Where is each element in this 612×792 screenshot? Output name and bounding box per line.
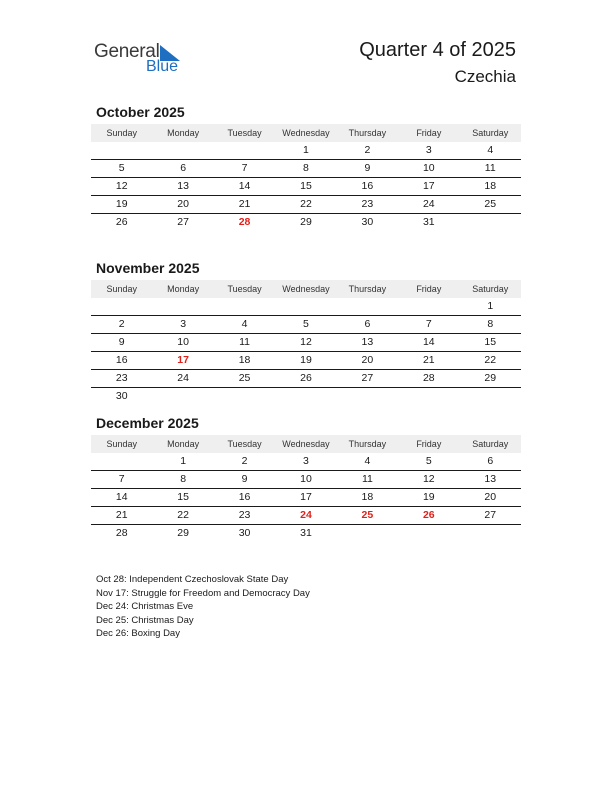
weekday-label: Tuesday <box>227 439 262 449</box>
day-cell: 2 <box>241 455 248 467</box>
day-cell: 15 <box>484 336 497 348</box>
weekday-header-row <box>91 280 521 298</box>
week-row <box>91 142 521 160</box>
day-cell: 15 <box>300 180 312 192</box>
day-cell: 23 <box>238 509 251 521</box>
week-row <box>91 196 521 214</box>
day-cell: 28 <box>422 372 435 384</box>
week-row <box>91 178 521 196</box>
day-cell: 3 <box>425 144 432 156</box>
day-cell: 5 <box>303 318 309 330</box>
day-cell: 27 <box>484 509 497 521</box>
day-cell: 21 <box>238 198 251 210</box>
weekday-label: Saturday <box>472 439 509 449</box>
day-cell: 6 <box>487 455 494 467</box>
day-cell: 6 <box>180 162 187 174</box>
day-cell: 15 <box>177 491 189 503</box>
weekday-label: Friday <box>416 128 442 138</box>
day-cell <box>337 525 398 542</box>
day-cell: 18 <box>484 180 497 192</box>
weekday-label: Monday <box>167 128 200 138</box>
holiday-list-item: Nov 17: Struggle for Freedom and Democracy Day <box>96 587 310 599</box>
day-cell <box>91 142 152 159</box>
holiday-day-cell: 28 <box>238 216 251 228</box>
day-cell: 24 <box>422 198 435 210</box>
day-cell: 7 <box>241 162 248 174</box>
month-calendar-october <box>91 102 521 231</box>
day-cell: 6 <box>364 318 371 330</box>
day-cell: 20 <box>484 491 497 503</box>
day-cell: 3 <box>303 455 309 467</box>
day-cell: 13 <box>484 473 497 485</box>
day-cell: 20 <box>177 198 189 210</box>
day-cell: 24 <box>177 372 189 384</box>
day-cell: 8 <box>303 162 309 174</box>
day-cell: 22 <box>484 354 497 366</box>
day-cell <box>398 525 459 542</box>
month-title: November 2025 <box>96 260 200 276</box>
week-row <box>91 352 521 370</box>
weekday-label: Saturday <box>472 128 509 138</box>
day-cell: 27 <box>177 216 189 228</box>
week-row <box>91 298 521 316</box>
weekday-header-row <box>91 435 521 453</box>
day-cell: 9 <box>118 336 125 348</box>
day-cell: 18 <box>361 491 374 503</box>
day-cell <box>275 388 336 405</box>
month-calendar-november <box>91 258 521 405</box>
day-cell: 23 <box>115 372 128 384</box>
day-cell: 18 <box>238 354 251 366</box>
day-cell: 25 <box>484 198 497 210</box>
day-cell <box>214 388 275 405</box>
day-cell <box>91 298 152 315</box>
day-cell: 12 <box>115 180 128 192</box>
weekday-label: Wednesday <box>282 128 330 138</box>
weekday-label: Thursday <box>348 128 387 138</box>
holiday-list-item: Oct 28: Independent Czechoslovak State Day <box>96 574 289 585</box>
week-row <box>91 525 521 542</box>
weekday-label: Sunday <box>106 284 137 294</box>
day-cell: 25 <box>238 372 251 384</box>
day-cell: 11 <box>239 336 250 348</box>
weekday-label: Friday <box>416 284 442 294</box>
country-name: Czechia <box>454 67 516 86</box>
day-cell: 10 <box>422 162 435 174</box>
day-cell <box>152 388 213 405</box>
day-cell: 29 <box>177 527 189 539</box>
day-cell <box>398 388 459 405</box>
day-cell: 5 <box>425 455 432 467</box>
day-cell: 28 <box>115 527 128 539</box>
weekday-label: Tuesday <box>227 284 262 294</box>
holiday-list-item: Dec 24: Christmas Eve <box>96 601 194 613</box>
day-cell: 1 <box>303 144 309 156</box>
weekday-label: Sunday <box>106 128 137 138</box>
day-cell: 31 <box>422 216 435 228</box>
holiday-day-cell: 17 <box>177 354 189 366</box>
logo-general-text: General <box>94 41 160 62</box>
day-cell: 12 <box>300 336 312 348</box>
holiday-list-item: Dec 25: Christmas Day <box>96 614 194 626</box>
day-cell: 30 <box>115 390 128 402</box>
weekday-label: Monday <box>167 439 200 449</box>
weekday-header-row <box>91 124 521 142</box>
day-cell: 3 <box>180 318 187 330</box>
day-cell: 7 <box>118 473 125 485</box>
month-title: December 2025 <box>96 415 199 431</box>
day-cell: 8 <box>487 318 494 330</box>
week-row <box>91 160 521 178</box>
day-cell: 19 <box>300 354 312 366</box>
week-row <box>91 334 521 352</box>
holiday-list-item: Dec 26: Boxing Day <box>96 628 180 640</box>
week-row <box>91 388 521 405</box>
holiday-list <box>96 573 310 641</box>
day-cell: 14 <box>238 180 251 192</box>
day-cell: 21 <box>422 354 435 366</box>
day-cell: 14 <box>115 491 128 503</box>
day-cell: 4 <box>487 144 494 156</box>
day-cell: 26 <box>115 216 128 228</box>
day-cell: 30 <box>238 527 251 539</box>
weekday-label: Thursday <box>348 439 387 449</box>
week-row <box>91 214 521 231</box>
page-title: Quarter 4 of 2025 <box>359 39 516 61</box>
day-cell: 8 <box>180 473 187 485</box>
day-cell: 31 <box>300 527 312 539</box>
weekday-label: Wednesday <box>282 439 330 449</box>
day-cell <box>460 388 521 405</box>
weekday-label: Tuesday <box>227 128 262 138</box>
week-row <box>91 471 521 489</box>
day-cell: 13 <box>361 336 374 348</box>
day-cell: 2 <box>364 144 371 156</box>
day-cell: 19 <box>422 491 435 503</box>
weekday-label: Saturday <box>472 284 509 294</box>
day-cell: 1 <box>487 300 494 312</box>
day-cell: 2 <box>118 318 125 330</box>
day-cell: 16 <box>238 491 251 503</box>
day-cell <box>152 298 213 315</box>
day-cell: 11 <box>361 473 373 485</box>
day-cell: 30 <box>361 216 374 228</box>
day-cell: 22 <box>177 509 189 521</box>
day-cell <box>214 298 275 315</box>
day-cell: 29 <box>484 372 497 384</box>
day-cell: 12 <box>422 473 435 485</box>
week-row <box>91 507 521 525</box>
day-cell: 9 <box>241 473 248 485</box>
week-row <box>91 453 521 471</box>
day-cell: 23 <box>361 198 374 210</box>
generalblue-logo <box>94 41 194 77</box>
day-cell <box>214 142 275 159</box>
day-cell <box>460 525 521 542</box>
day-cell: 26 <box>300 372 312 384</box>
day-cell: 16 <box>115 354 128 366</box>
day-cell: 7 <box>425 318 432 330</box>
day-cell: 4 <box>364 455 371 467</box>
day-cell <box>337 298 398 315</box>
day-cell: 27 <box>361 372 374 384</box>
holiday-day-cell: 26 <box>422 509 435 521</box>
weekday-label: Sunday <box>106 439 137 449</box>
weekday-label: Thursday <box>348 284 387 294</box>
day-cell: 11 <box>484 162 496 174</box>
holiday-day-cell: 24 <box>300 509 312 521</box>
week-row <box>91 489 521 507</box>
day-cell <box>398 298 459 315</box>
day-cell <box>275 298 336 315</box>
day-cell: 16 <box>361 180 374 192</box>
day-cell <box>152 142 213 159</box>
logo-blue-text: Blue <box>146 58 179 75</box>
day-cell: 21 <box>115 509 128 521</box>
day-cell: 10 <box>177 336 189 348</box>
week-row <box>91 370 521 388</box>
day-cell <box>91 453 152 470</box>
month-calendar-december <box>91 413 521 542</box>
day-cell: 10 <box>300 473 312 485</box>
day-cell <box>460 214 521 231</box>
day-cell: 9 <box>364 162 371 174</box>
day-cell: 19 <box>115 198 128 210</box>
weekday-label: Wednesday <box>282 284 330 294</box>
day-cell: 20 <box>361 354 374 366</box>
day-cell: 4 <box>241 318 248 330</box>
day-cell: 17 <box>300 491 312 503</box>
day-cell <box>337 388 398 405</box>
weekday-label: Monday <box>167 284 200 294</box>
day-cell: 22 <box>300 198 312 210</box>
day-cell: 17 <box>422 180 435 192</box>
weekday-label: Friday <box>416 439 442 449</box>
month-title: October 2025 <box>96 104 185 120</box>
day-cell: 1 <box>180 455 187 467</box>
holiday-day-cell: 25 <box>361 509 374 521</box>
day-cell: 14 <box>422 336 435 348</box>
day-cell: 29 <box>300 216 312 228</box>
day-cell: 5 <box>118 162 125 174</box>
day-cell: 13 <box>177 180 189 192</box>
week-row <box>91 316 521 334</box>
